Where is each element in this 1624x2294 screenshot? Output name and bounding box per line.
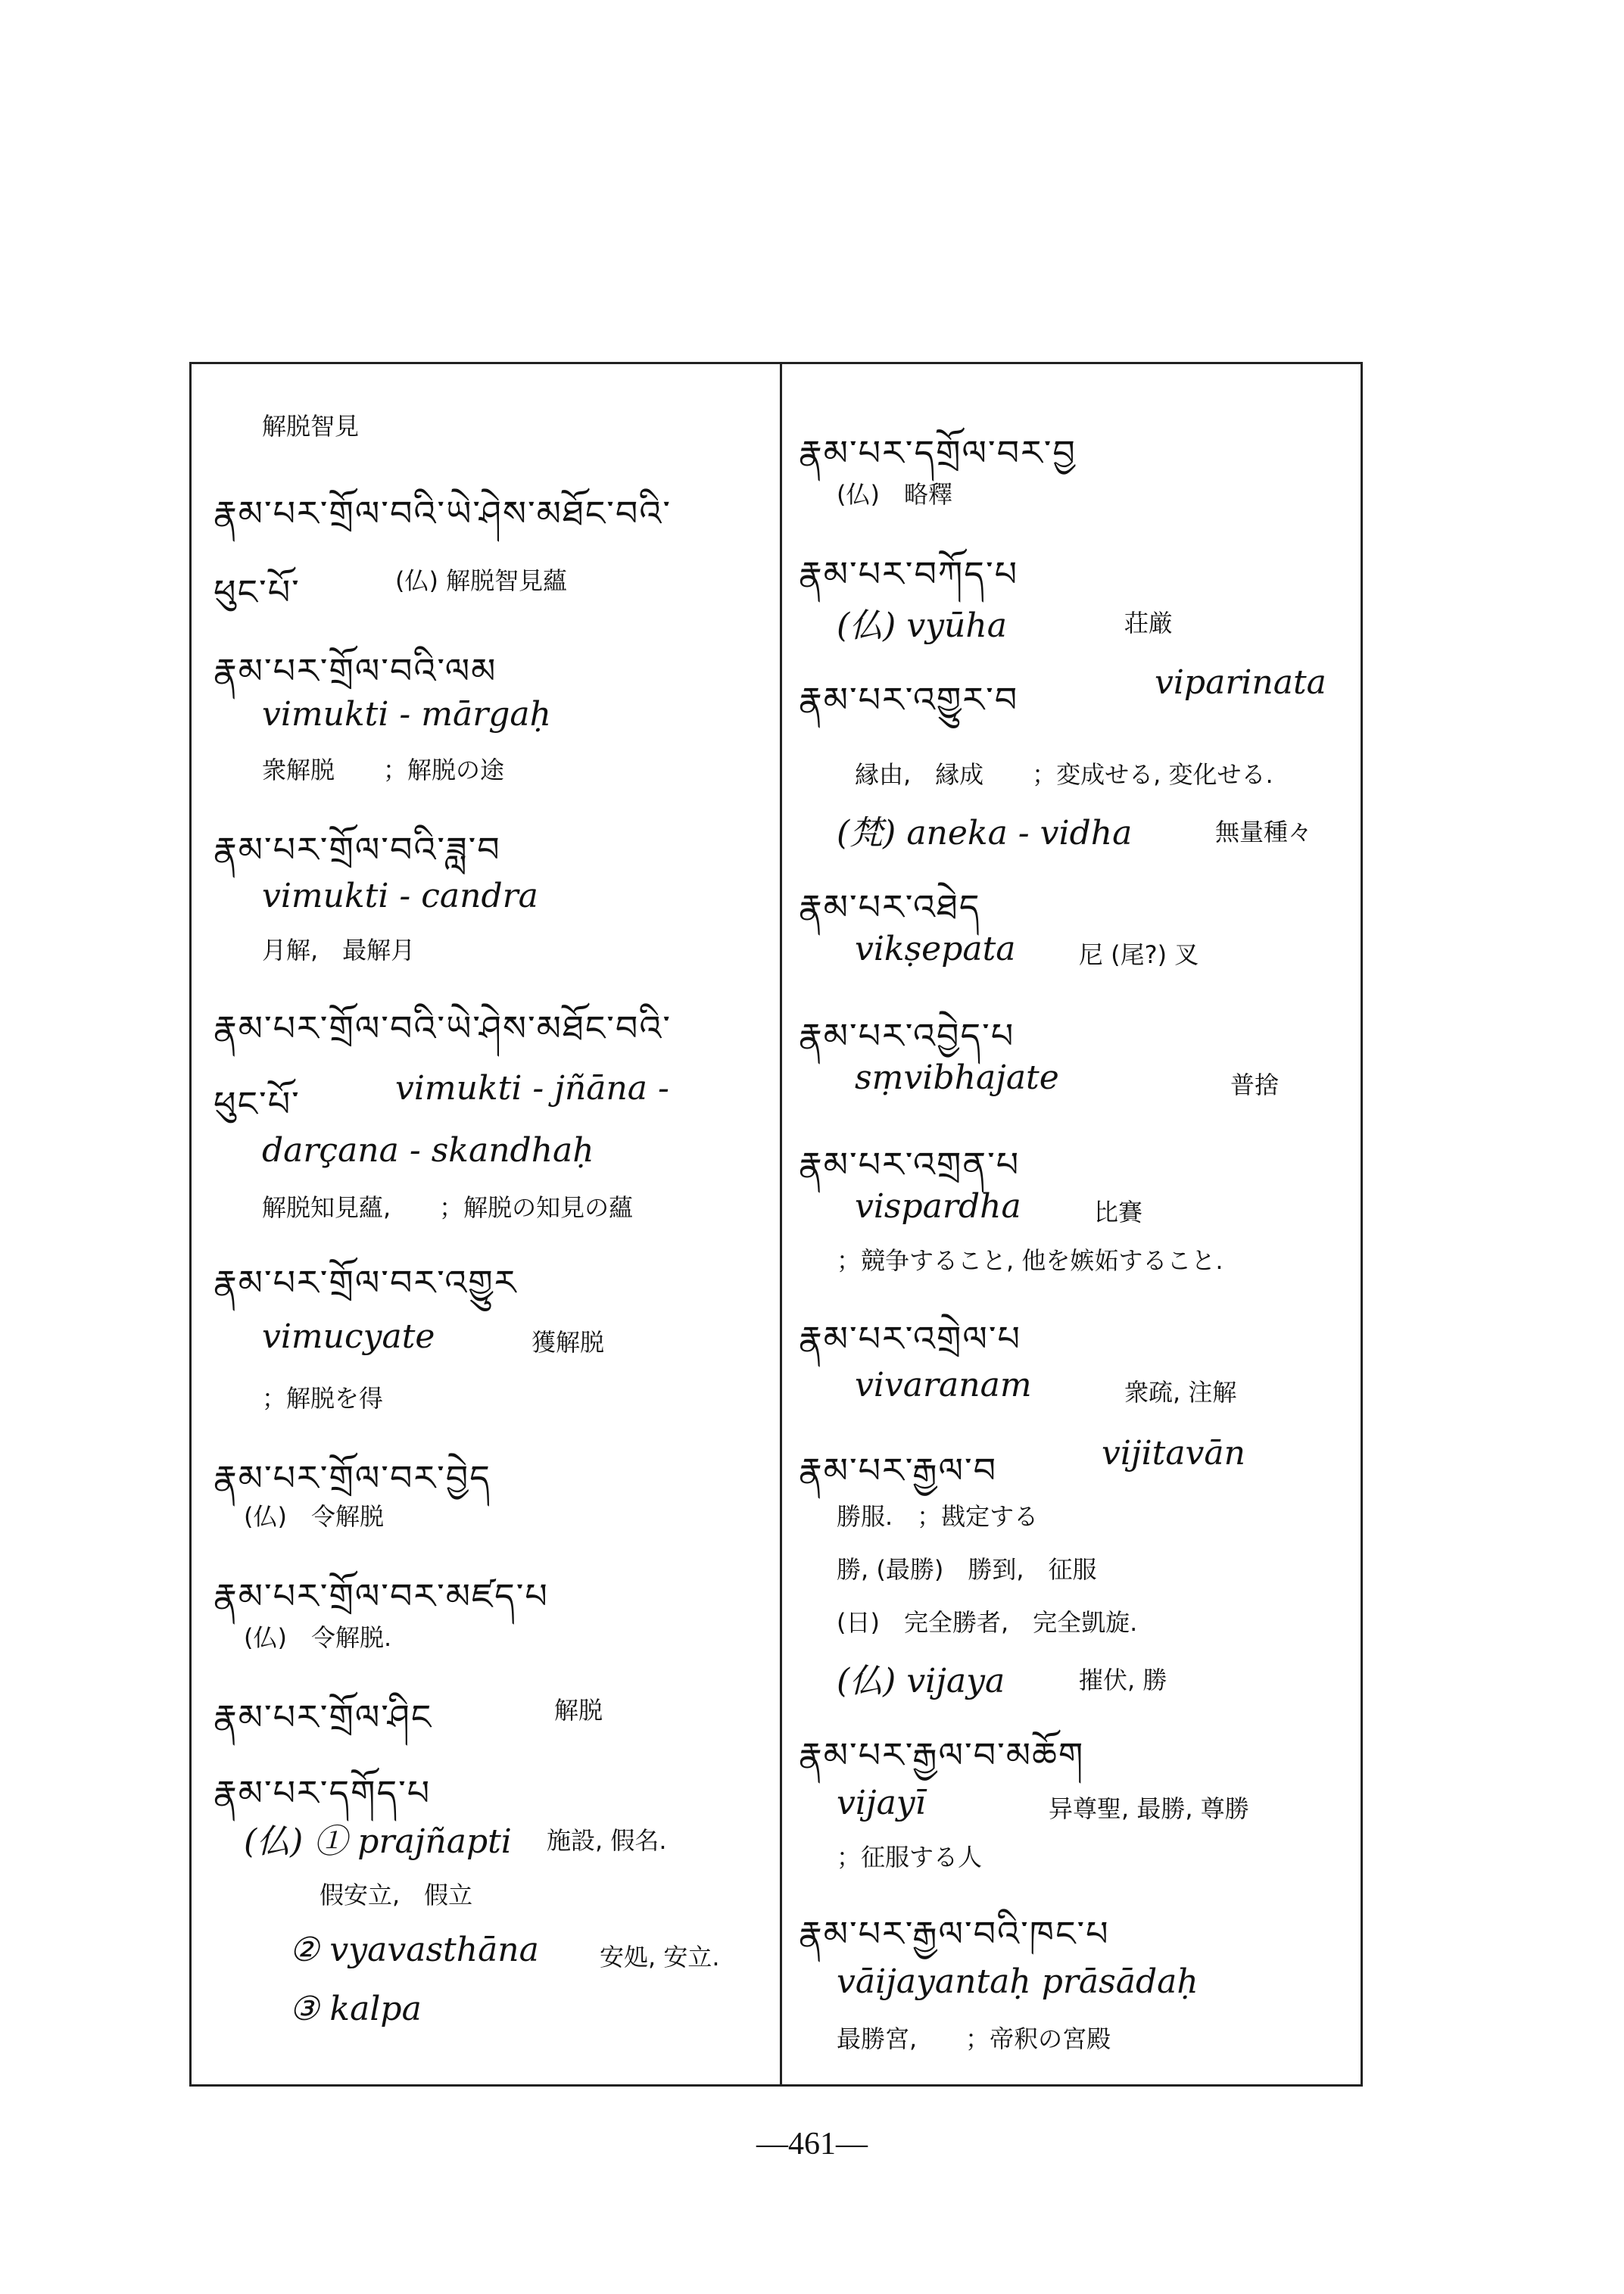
entry-gloss: vijitavān <box>1102 1434 1245 1473</box>
entry-line: vimucyate <box>262 1317 435 1356</box>
entry-line: vivaranam <box>855 1366 1032 1404</box>
entry-line: 勝, (最勝) 勝到, 征服 <box>837 1555 1097 1584</box>
entry-line: 假安立, 假立 <box>320 1881 473 1909</box>
entry-line: རྣམ་པར་གྲོལ་ཤིང <box>214 1697 433 1738</box>
entry-gloss: 解脱 <box>554 1696 603 1725</box>
entry-line: རྣམ་པར་རྒྱལ་བའི་ཁང་པ <box>799 1913 1110 1954</box>
entry-line: ；競争すること, 他を嫉妬すること. <box>837 1246 1223 1275</box>
entry-line: (仏) ① prajñapti <box>244 1822 512 1861</box>
entry-line: (仏) vijaya <box>837 1662 1005 1700</box>
entry-line: (日) 完全勝者, 完全凱旋. <box>837 1608 1138 1637</box>
entry-line: (梵) aneka - vidha <box>837 814 1133 852</box>
entry-line: རྣམ་པར་འགྱུར་བ <box>799 679 1019 720</box>
entry-line: 解脱智見 <box>262 412 360 441</box>
entry-line: ཕུང་པོ་ <box>214 1083 301 1124</box>
entry-line: 月解, 最解月 <box>262 936 416 965</box>
entry-line: རྣམ་པར་གྲོལ་བར་མཛད་པ <box>214 1576 549 1616</box>
entry-line: vimukti - candra <box>262 877 538 915</box>
entry-line: vimukti - mārgaḥ <box>262 695 551 734</box>
entry-gloss: 荘厳 <box>1124 609 1174 637</box>
entry-gloss: 摧伏, 勝 <box>1079 1666 1167 1694</box>
page-number: —461— <box>756 2127 868 2162</box>
entry-line: ；征服する人 <box>837 1843 983 1872</box>
entry-line: darçana - skandhaḥ <box>262 1131 594 1170</box>
entry-gloss: vimukti - jñāna - <box>395 1069 669 1108</box>
entry-gloss: 衆疏, 注解 <box>1124 1378 1237 1407</box>
entry-line: vāijayantaḥ prāsādaḥ <box>837 1962 1199 2001</box>
entry-line: 解脱知見蘊, ；解脱の知見の蘊 <box>262 1193 634 1222</box>
entry-line: vikṣepata <box>855 930 1016 968</box>
entry-gloss: 异尊聖, 最勝, 尊勝 <box>1049 1794 1249 1823</box>
left-column <box>198 362 775 2087</box>
column-divider <box>780 362 782 2087</box>
right-column <box>791 362 1355 2087</box>
entry-line: རྣམ་པར་རྒྱལ་བ <box>799 1450 998 1491</box>
entry-line: རྣམ་པར་གྲོལ་བའི་ཡེ་ཤེས་མཐོང་བའི་ <box>214 1008 672 1049</box>
entry-line: 最勝宮, ；帝釈の宮殿 <box>837 2024 1111 2053</box>
entry-line: རྣམ་པར་དགྲོལ་བར་བྱ <box>799 432 1077 473</box>
entry-gloss: 比賽 <box>1094 1198 1143 1226</box>
entry-gloss: 普捨 <box>1230 1071 1280 1099</box>
entry-line: 衆解脱 ；解脱の途 <box>262 756 505 784</box>
entry-line: 縁由, 縁成 ；変成せる, 変化せる. <box>855 760 1273 789</box>
entry-line: sṃvibhajate <box>855 1058 1059 1097</box>
entry-line: རྣམ་པར་རྒྱལ་བ་མཆོག <box>799 1735 1085 1775</box>
entry-gloss: 施設, 假名. <box>547 1826 667 1855</box>
entry-line: vijayī <box>837 1784 926 1822</box>
entry-line: ཕུང་པོ་ <box>214 572 301 612</box>
entry-gloss: viparinata <box>1155 663 1326 702</box>
entry-line: (仏) 令解脱 <box>244 1502 384 1531</box>
entry-line: (仏) vyūha <box>837 606 1007 645</box>
entry-line: 勝服. ；戡定する <box>837 1502 1039 1531</box>
entry-gloss: 無量種々 <box>1215 818 1313 846</box>
entry-line: vispardha <box>855 1187 1021 1226</box>
entry-line: ③ kalpa <box>289 1990 422 2028</box>
entry-line: རྣམ་པར་འབྱེད་པ <box>799 1015 1015 1056</box>
entry-gloss: 安処, 安立. <box>600 1943 720 1971</box>
entry-line: ；解脱を得 <box>262 1384 384 1413</box>
entry-line: རྣམ་པར་གྲོལ་བར་བྱེད <box>214 1457 491 1498</box>
entry-gloss: 獲解脱 <box>531 1328 605 1357</box>
entry-line: ② vyavasthāna <box>289 1931 539 1969</box>
entry-line: རྣམ་པར་གྲོལ་བར་འགྱུར <box>214 1262 518 1303</box>
entry-line: (仏) 略釋 <box>837 480 952 509</box>
entry-line: རྣམ་པར་འགྲེལ་པ <box>799 1318 1022 1359</box>
entry-gloss: (仏) 解脱智見蘊 <box>395 566 568 595</box>
entry-line: རྣམ་པར་འཐེད <box>799 887 981 927</box>
entry-line: རྣམ་པར་གྲོལ་བའི་ལམ <box>214 650 497 691</box>
entry-line: རྣམ་པར་གྲོལ་བའི་ཟླ་བ <box>214 829 501 870</box>
entry-line: (仏) 令解脱. <box>244 1623 392 1652</box>
entry-gloss: 尼 (尾?) 叉 <box>1079 940 1199 969</box>
entry-line: རྣམ་པར་གྲོལ་བའི་ཡེ་ཤེས་མཐོང་བའི་ <box>214 493 672 534</box>
entry-line: རྣམ་པར་བཀོད་པ <box>799 553 1019 594</box>
entry-line: རྣམ་པར་དགོད་པ <box>214 1772 432 1813</box>
entry-line: རྣམ་པར་འགྲན་པ <box>799 1144 1021 1185</box>
